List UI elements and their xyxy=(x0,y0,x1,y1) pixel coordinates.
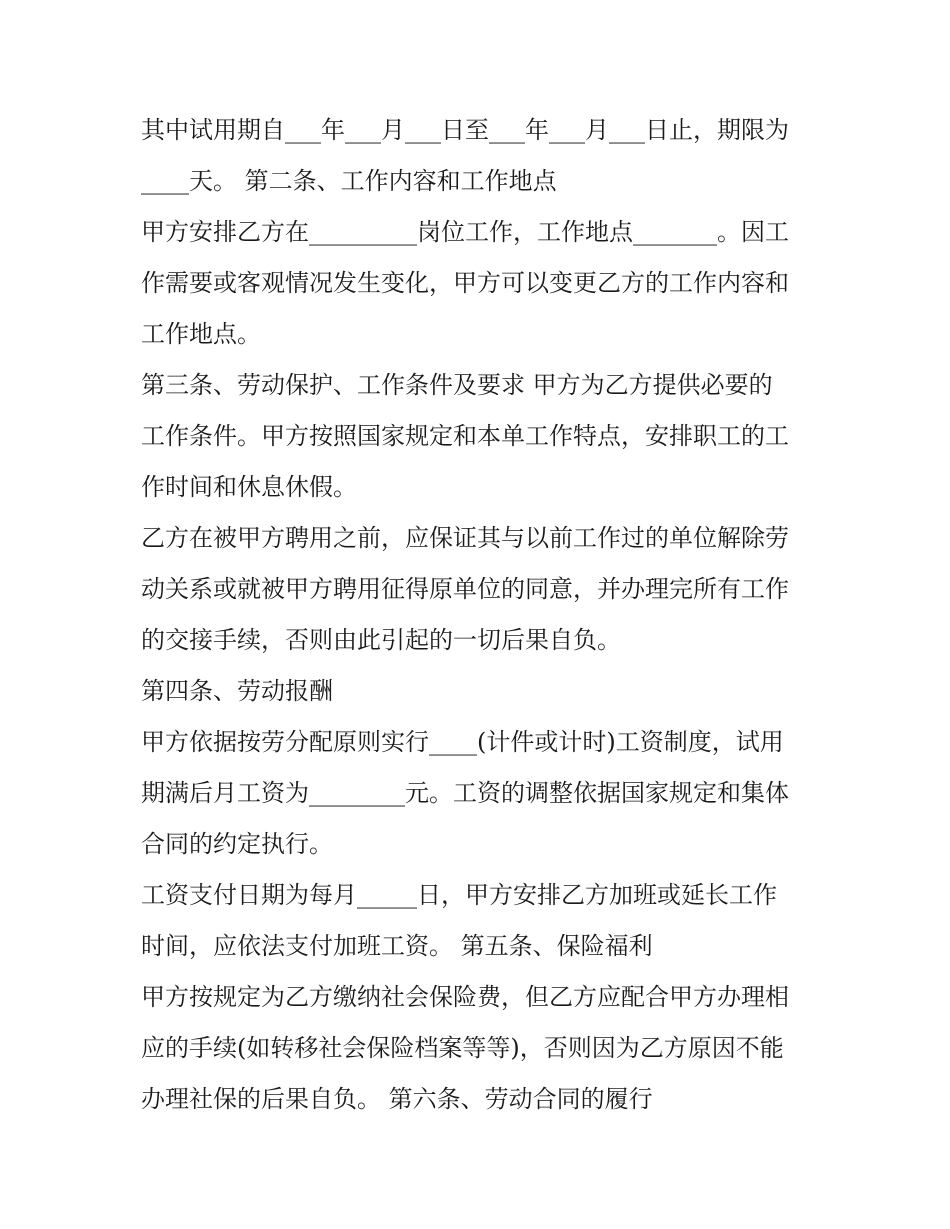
text-line: 应的手续(如转移社会保险档案等等)，否则因为乙方原因不能 xyxy=(141,1034,784,1062)
text-line: 甲方按规定为乙方缴纳社会保险费，但乙方应配合甲方办理相 xyxy=(141,983,789,1011)
text-line: 作需要或客观情况发生变化，甲方可以变更乙方的工作内容和 xyxy=(141,269,789,297)
text-line: 第三条、劳动保护、工作条件及要求 甲方为乙方提供必要的 xyxy=(141,371,773,399)
text-line: 工作地点。 xyxy=(141,320,261,348)
text-line: 乙方在被甲方聘用之前，应保证其与以前工作过的单位解除劳 xyxy=(141,524,789,552)
text-line: 期满后月工资为________元。工资的调整依据国家规定和集体 xyxy=(141,779,789,807)
text-line: 工资支付日期为每月_____日，甲方安排乙方加班或延长工作 xyxy=(141,881,777,909)
text-line: 第四条、劳动报酬 xyxy=(141,677,333,705)
document-body xyxy=(141,105,821,1125)
text-line: 作时间和休息休假。 xyxy=(141,473,357,501)
text-line: ____天。 第二条、工作内容和工作地点 xyxy=(141,167,557,195)
text-line: 动关系或就被甲方聘用征得原单位的同意，并办理完所有工作 xyxy=(141,575,789,603)
text-line: 工作条件。甲方按照国家规定和本单工作特点，安排职工的工 xyxy=(141,422,789,450)
text-line: 合同的约定执行。 xyxy=(141,830,333,858)
text-line: 甲方安排乙方在_________岗位工作，工作地点_______。因工 xyxy=(141,218,789,246)
text-line: 的交接手续，否则由此引起的一切后果自负。 xyxy=(141,626,621,654)
text-line: 办理社保的后果自负。 第六条、劳动合同的履行 xyxy=(141,1085,653,1113)
text-line: 其中试用期自___年___月___日至___年___月___日止，期限为 xyxy=(141,116,789,144)
text-line: 时间，应依法支付加班工资。 第五条、保险福利 xyxy=(141,932,653,960)
text-line: 甲方依据按劳分配原则实行____(计件或计时)工资制度，试用 xyxy=(141,728,784,756)
